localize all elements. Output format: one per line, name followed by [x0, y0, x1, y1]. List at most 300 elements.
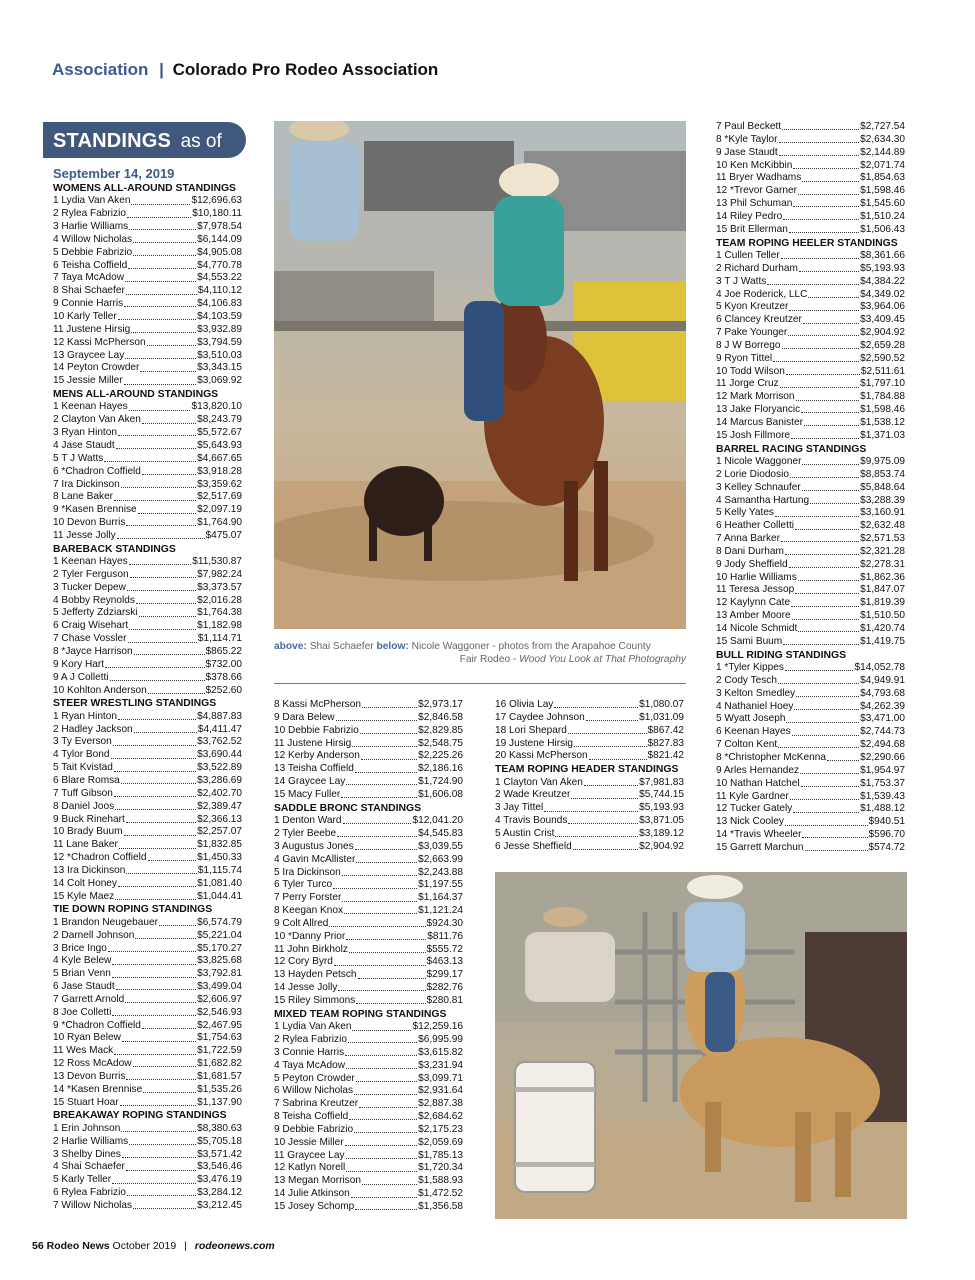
divider-line: [274, 683, 686, 684]
dot-leader: [135, 930, 196, 939]
dot-leader: [104, 453, 196, 462]
dot-leader: [118, 878, 196, 887]
earnings-amount: $1,419.75: [860, 635, 905, 647]
contestant-name: 5 Kyon Kreutzer: [716, 301, 789, 313]
contestant-name: 1 Keenan Hayes: [53, 401, 128, 413]
standings-row: [274, 828, 463, 841]
earnings-amount: $1,121.24: [418, 905, 463, 917]
earnings-amount: $574.72: [868, 841, 905, 853]
standings-row: [716, 803, 905, 816]
earnings-amount: $2,846.58: [418, 711, 463, 723]
dot-leader: [793, 160, 859, 169]
contestant-name: 20 Kassi McPherson: [495, 750, 588, 762]
dot-leader: [586, 712, 638, 721]
standings-row: [274, 1124, 463, 1137]
earnings-amount: $2,887.38: [418, 1098, 463, 1110]
contestant-name: 15 Garrett Marchun: [716, 841, 804, 853]
contestant-name: 14 Marcus Banister: [716, 416, 803, 428]
standings-row: [274, 789, 463, 802]
earnings-amount: $1,606.08: [418, 788, 463, 800]
earnings-amount: $2,511.61: [860, 365, 905, 377]
standings-column-4: [716, 121, 905, 855]
earnings-amount: $10,180.11: [192, 208, 242, 220]
contestant-name: 5 Tait Kvistad: [53, 762, 113, 774]
contestant-name: 14 Graycee Lay: [274, 776, 346, 788]
standings-row: [716, 147, 905, 160]
standings-section-title: BREAKAWAY ROPING STANDINGS: [53, 1110, 227, 1122]
earnings-amount: $1,371.03: [860, 429, 905, 441]
dot-leader: [139, 607, 197, 616]
standings-row: [53, 453, 242, 466]
contestant-name: 8 *Jayce Harrison: [53, 646, 133, 658]
standings-row: [274, 969, 463, 982]
earnings-amount: $8,243.79: [197, 414, 242, 426]
standings-row: [274, 738, 463, 751]
dot-leader: [349, 1111, 417, 1120]
earnings-amount: $4,949.91: [860, 674, 905, 686]
contestant-name: 2 Cody Tesch: [716, 674, 777, 686]
standings-row: [53, 1161, 242, 1174]
standings-row: [53, 736, 242, 749]
dot-leader: [790, 469, 859, 478]
standings-row: [53, 672, 242, 685]
earnings-amount: $1,598.46: [860, 404, 905, 416]
contestant-name: 8 Shai Schaefer: [53, 285, 125, 297]
earnings-amount: $1,538.12: [860, 416, 905, 428]
dot-leader: [133, 247, 196, 256]
dot-leader: [127, 208, 191, 217]
standings-row: [716, 250, 905, 263]
standings-row: [495, 828, 684, 841]
earnings-amount: $2,366.13: [197, 813, 242, 825]
dot-leader: [148, 685, 205, 694]
contestant-name: 7 Taya McAdow: [53, 272, 125, 284]
contestant-name: 4 Samantha Hartung: [716, 494, 810, 506]
earnings-amount: $5,221.04: [197, 929, 242, 941]
earnings-amount: $2,243.88: [418, 866, 463, 878]
caption-above-label: above:: [274, 641, 307, 652]
contestant-name: 10 Devon Burris: [53, 517, 126, 529]
earnings-amount: $827.83: [647, 737, 684, 749]
standings-row: [716, 430, 905, 443]
dot-leader: [791, 597, 859, 606]
earnings-amount: $2,931.64: [418, 1085, 463, 1097]
dot-leader: [356, 1073, 417, 1082]
dot-leader: [802, 829, 867, 838]
earnings-amount: $1,819.39: [860, 597, 905, 609]
contestant-name: 9 A J Colletti: [53, 671, 109, 683]
standings-row: [716, 610, 905, 623]
contestant-name: 12 Ross McAdow: [53, 1058, 132, 1070]
dot-leader: [796, 391, 860, 400]
contestant-name: 1 Keenan Hayes: [53, 556, 128, 568]
dot-leader: [337, 828, 417, 837]
standings-row: [53, 1058, 242, 1071]
standings-row: [716, 675, 905, 688]
earnings-amount: $940.51: [868, 816, 905, 828]
earnings-amount: $732.00: [205, 658, 242, 670]
earnings-amount: $5,170.27: [197, 942, 242, 954]
contestant-name: 11 Wes Mack: [53, 1045, 114, 1057]
standings-row: [716, 559, 905, 572]
standings-row: [53, 659, 242, 672]
contestant-name: 1 Clayton Van Aken: [495, 776, 583, 788]
standings-row: [53, 375, 242, 388]
standings-row: [716, 546, 905, 559]
earnings-amount: $3,825.68: [197, 955, 242, 967]
dot-leader: [804, 417, 859, 426]
dot-leader: [343, 815, 412, 824]
contestant-name: 15 Kyle Maez: [53, 890, 115, 902]
standings-section-title: TIE DOWN ROPING STANDINGS: [53, 904, 213, 916]
standings-row: [274, 776, 463, 789]
contestant-name: 13 Amber Moore: [716, 610, 791, 622]
dot-leader: [790, 791, 859, 800]
dot-leader: [349, 944, 426, 953]
standings-row: [274, 1188, 463, 1201]
dot-leader: [358, 969, 426, 978]
dot-leader: [338, 982, 425, 991]
contestant-name: 8 Daniel Joos: [53, 800, 115, 812]
contestant-name: 4 Nathaniel Hoey: [716, 700, 794, 712]
contestant-name: 8 Dani Durham: [716, 545, 784, 557]
dot-leader: [129, 556, 192, 565]
contestant-name: 1 Erin Johnson: [53, 1122, 121, 1134]
standings-row: [495, 777, 684, 790]
standings-row: [716, 520, 905, 533]
section-label: Association: [52, 60, 149, 79]
dot-leader: [786, 366, 860, 375]
standings-row: [716, 469, 905, 482]
earnings-amount: $2,097.19: [197, 504, 242, 516]
standings-row: [274, 1021, 463, 1034]
earnings-amount: $1,797.10: [860, 378, 905, 390]
contestant-name: 9 Debbie Fabrizio: [274, 1123, 354, 1135]
dot-leader: [780, 378, 859, 387]
caption-above-text: Shai Schaefer: [309, 641, 374, 652]
standings-row: [274, 931, 463, 944]
earnings-amount: $1,682.82: [197, 1058, 242, 1070]
standings-row: [716, 495, 905, 508]
contestant-name: 8 J W Borrego: [716, 339, 781, 351]
earnings-amount: $4,887.83: [197, 710, 242, 722]
dot-leader: [136, 595, 196, 604]
dot-leader: [108, 943, 196, 952]
standings-row: [53, 272, 242, 285]
dot-leader: [799, 263, 859, 272]
earnings-amount: $1,450.33: [197, 852, 242, 864]
contestant-name: 12 Katlyn Norell: [274, 1162, 346, 1174]
standings-row: [716, 533, 905, 546]
dot-leader: [802, 172, 859, 181]
contestant-name: 7 Willow Nicholas: [53, 1199, 133, 1211]
earnings-amount: $2,744.73: [860, 726, 905, 738]
dot-leader: [131, 195, 190, 204]
earnings-amount: $1,854.63: [860, 172, 905, 184]
standings-row: [716, 623, 905, 636]
standings-row: [53, 491, 242, 504]
contestant-name: 13 Teisha Coffield: [274, 763, 354, 775]
caption-credit: Wood You Look at That Photography: [519, 654, 686, 665]
dot-leader: [571, 789, 638, 798]
earnings-amount: $1,510.24: [860, 210, 905, 222]
contestant-name: 11 Jesse Jolly: [53, 529, 116, 541]
standings-row: [274, 956, 463, 969]
dot-leader: [362, 699, 417, 708]
contestant-name: 9 Dara Belew: [274, 711, 335, 723]
contestant-name: 4 Taya McAdow: [274, 1059, 346, 1071]
standings-row: [53, 917, 242, 930]
earnings-amount: $2,016.28: [197, 594, 242, 606]
contestant-name: 14 Jesse Jolly: [274, 982, 338, 994]
earnings-amount: $2,548.75: [418, 737, 463, 749]
contestant-name: 11 Jorge Cruz: [716, 378, 779, 390]
earnings-amount: $2,684.62: [418, 1111, 463, 1123]
dot-leader: [333, 879, 417, 888]
contestant-name: 14 Peyton Crowder: [53, 362, 140, 374]
contestant-name: 6 Jase Staudt: [53, 981, 115, 993]
contestant-name: 2 Darnell Johnson: [53, 929, 135, 941]
contestant-name: 7 Anna Barker: [716, 533, 780, 545]
standings-row: [53, 569, 242, 582]
contestant-name: 9 Connie Harris: [53, 298, 124, 310]
contestant-name: 3 Ty Everson: [53, 736, 112, 748]
dot-leader: [346, 931, 426, 940]
contestant-name: 14 Riley Pedro: [716, 210, 783, 222]
dot-leader: [110, 672, 205, 681]
earnings-amount: $1,164.37: [418, 892, 463, 904]
dot-leader: [118, 311, 196, 320]
earnings-amount: $1,488.12: [860, 803, 905, 815]
contestant-name: 6 Jesse Sheffield: [495, 840, 572, 852]
dot-leader: [131, 324, 196, 333]
dot-leader: [125, 350, 196, 359]
standings-row: [716, 417, 905, 430]
dot-leader: [356, 854, 417, 863]
contestant-name: 19 Justene Hirsig: [495, 737, 573, 749]
earnings-amount: $463.13: [426, 956, 463, 968]
dot-leader: [121, 1123, 196, 1132]
dot-leader: [142, 1020, 196, 1029]
dot-leader: [782, 340, 860, 349]
standings-row: [716, 353, 905, 366]
contestant-name: 12 *Trevor Garner: [716, 185, 797, 197]
standings-row: [53, 556, 242, 569]
earnings-amount: $555.72: [426, 943, 463, 955]
dot-leader: [803, 314, 859, 323]
standings-row: [716, 507, 905, 520]
dot-leader: [802, 482, 859, 491]
standings-row: [53, 788, 242, 801]
earnings-amount: $3,918.28: [197, 465, 242, 477]
dot-leader: [118, 427, 196, 436]
standings-row: [716, 404, 905, 417]
page-header: [52, 60, 438, 84]
earnings-amount: $5,572.67: [197, 427, 242, 439]
dot-leader: [786, 713, 859, 722]
banner-title: STANDINGS: [53, 130, 172, 152]
standings-row: [495, 750, 684, 763]
dot-leader: [773, 353, 859, 362]
dot-leader: [785, 816, 868, 825]
standings-row: [53, 930, 242, 943]
earnings-amount: $2,290.66: [860, 751, 905, 763]
dot-leader: [126, 1161, 196, 1170]
dot-leader: [789, 224, 859, 233]
standings-row: [274, 1162, 463, 1175]
dot-leader: [142, 414, 196, 423]
roping-photo-illustration: [274, 121, 686, 629]
standings-row: [495, 802, 684, 815]
earnings-amount: $4,793.68: [860, 687, 905, 699]
earnings-amount: $3,615.82: [418, 1046, 463, 1058]
contestant-name: 1 Nicole Waggoner: [716, 456, 802, 468]
earnings-amount: $7,982.24: [197, 568, 242, 580]
contestant-name: 1 *Tyler Kippes: [716, 662, 784, 674]
earnings-amount: $1,862.36: [860, 571, 905, 583]
dot-leader: [125, 994, 196, 1003]
dot-leader: [356, 995, 425, 1004]
dot-leader: [128, 260, 196, 269]
contestant-name: 2 Hadley Jackson: [53, 723, 133, 735]
earnings-amount: $1,720.34: [418, 1162, 463, 1174]
contestant-name: 17 Caydee Johnson: [495, 711, 585, 723]
earnings-amount: $4,905.08: [197, 246, 242, 258]
earnings-amount: $1,545.60: [860, 198, 905, 210]
standings-row: [716, 778, 905, 791]
standings-row: [274, 712, 463, 725]
earnings-amount: $4,553.22: [197, 272, 242, 284]
standings-row: [274, 905, 463, 918]
standings-row: [495, 815, 684, 828]
standings-row: [274, 1034, 463, 1047]
standings-row: [274, 995, 463, 1008]
contestant-name: 6 Blare Romsa: [53, 775, 120, 786]
earnings-amount: $6,574.79: [197, 916, 242, 928]
standings-banner: [43, 122, 246, 158]
standings-row: [53, 595, 242, 608]
earnings-amount: $1,588.93: [418, 1175, 463, 1187]
dot-leader: [133, 234, 196, 243]
earnings-amount: $5,193.93: [860, 262, 905, 274]
contestant-name: 14 Nicole Schmidt: [716, 623, 798, 634]
earnings-amount: $2,402.70: [197, 787, 242, 799]
standings-row: [53, 801, 242, 814]
contestant-name: 11 Teresa Jessop: [716, 584, 795, 596]
dot-leader: [112, 1174, 196, 1183]
standings-row: [53, 1020, 242, 1033]
standings-row: [716, 263, 905, 276]
dot-leader: [584, 777, 638, 786]
dot-leader: [778, 675, 859, 684]
dot-leader: [798, 623, 859, 632]
contestant-name: 5 Austin Crist: [495, 827, 555, 839]
earnings-amount: $821.42: [647, 750, 684, 762]
standings-row: [495, 712, 684, 725]
standings-row: [274, 1047, 463, 1060]
earnings-amount: $3,522.89: [197, 762, 242, 774]
dot-leader: [126, 865, 196, 874]
earnings-amount: $3,359.62: [197, 478, 242, 490]
standings-row: [53, 221, 242, 234]
contestant-name: 3 Ryan Hinton: [53, 427, 117, 439]
contestant-name: 3 Augustus Jones: [274, 840, 354, 852]
dot-leader: [805, 842, 868, 851]
dot-leader: [354, 1124, 417, 1133]
earnings-amount: $2,904.92: [860, 327, 905, 339]
dot-leader: [111, 749, 197, 758]
contestant-name: 15 Sami Buum: [716, 635, 783, 647]
dot-leader: [346, 1150, 418, 1159]
standings-row: [53, 1097, 242, 1110]
contestant-name: 6 *Chadron Coffield: [53, 465, 141, 477]
contestant-name: 7 Pake Younger: [716, 327, 788, 339]
dot-leader: [143, 1084, 196, 1093]
contestant-name: 13 Phil Schuman: [716, 198, 793, 210]
dot-leader: [355, 1201, 417, 1210]
dot-leader: [117, 530, 205, 539]
earnings-amount: $2,904.92: [639, 840, 684, 852]
contestant-name: 5 Kelly Yates: [716, 507, 774, 519]
photo-caption: [274, 640, 686, 666]
contestant-name: 3 Kelley Schnaufer: [716, 481, 801, 493]
contestant-name: 11 Graycee Lay: [274, 1149, 345, 1161]
contestant-name: 13 Jake Floryancic: [716, 404, 801, 416]
earnings-amount: $11,530.87: [192, 556, 242, 568]
standings-row: [495, 725, 684, 738]
contestant-name: 2 Richard Durham: [716, 262, 798, 274]
standings-row: [53, 582, 242, 595]
standings-section-title: MENS ALL-AROUND STANDINGS: [53, 389, 219, 401]
earnings-amount: $1,832.85: [197, 839, 242, 851]
earnings-amount: $8,853.74: [860, 468, 905, 480]
dot-leader: [127, 582, 196, 591]
standings-row: [53, 749, 242, 762]
earnings-amount: $1,081.40: [197, 877, 242, 889]
dot-leader: [129, 1136, 196, 1145]
dot-leader: [140, 362, 196, 371]
contestant-name: 1 Denton Ward: [274, 815, 342, 827]
contestant-name: 8 Teisha Coffield: [274, 1111, 349, 1123]
contestant-name: 15 Macy Fuller: [274, 788, 341, 800]
dot-leader: [574, 738, 647, 747]
contestant-name: 7 Colton Kent: [716, 739, 778, 751]
dot-leader: [121, 775, 196, 784]
earnings-amount: $280.81: [426, 994, 463, 1006]
contestant-name: 9 Arles Hernandez: [716, 764, 800, 776]
dot-leader: [827, 752, 859, 761]
contestant-name: 3 Brice Ingo: [53, 942, 107, 954]
earnings-amount: $3,792.81: [197, 968, 242, 980]
standings-row: [53, 685, 242, 698]
caption-line2: Fair Rodeo -: [459, 654, 517, 665]
earnings-amount: $3,160.91: [860, 507, 905, 519]
dot-leader: [148, 852, 197, 861]
contestant-name: 9 Colt Allred: [274, 917, 329, 929]
barrel-photo-illustration: [495, 872, 907, 1219]
earnings-amount: $5,643.93: [197, 439, 242, 451]
earnings-amount: $3,212.45: [197, 1199, 242, 1211]
standings-row: [53, 504, 242, 517]
dot-leader: [341, 789, 417, 798]
dot-leader: [793, 198, 859, 207]
contestant-name: 5 Wyatt Joseph: [716, 713, 786, 725]
dot-leader: [792, 610, 859, 619]
dot-leader: [113, 736, 196, 745]
dot-leader: [360, 725, 417, 734]
contestant-name: 13 Hayden Petsch: [274, 969, 357, 981]
standings-row: [274, 1073, 463, 1086]
